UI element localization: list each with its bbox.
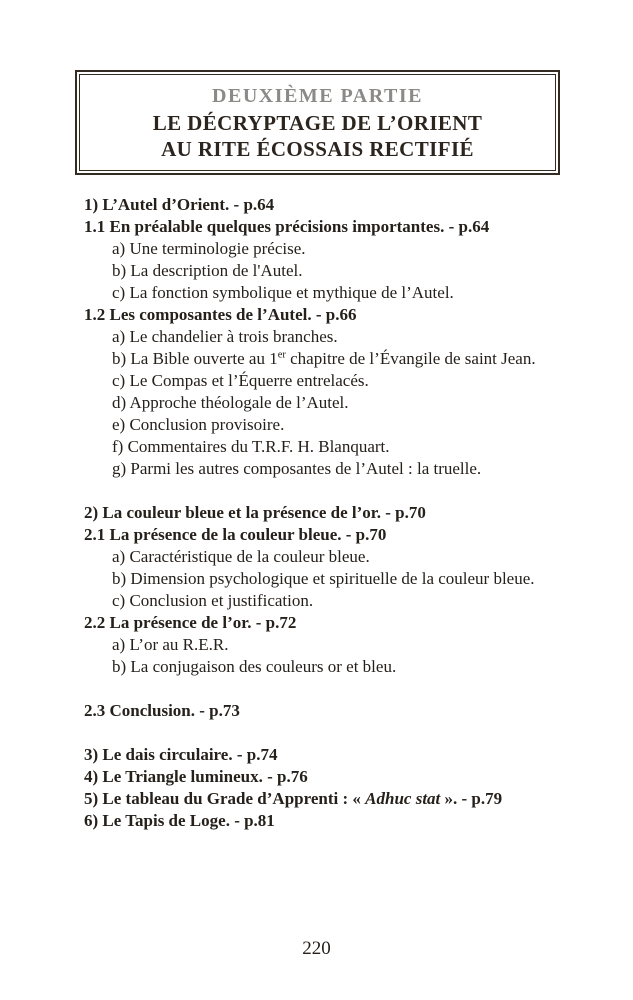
part-title-box bbox=[75, 70, 560, 175]
toc-gap bbox=[84, 678, 554, 700]
toc-entry: f) Commentaires du T.R.F. H. Blanquart. bbox=[112, 437, 390, 456]
part-label: DEUXIÈME PARTIE bbox=[212, 85, 423, 107]
toc-entry: 5) Le tableau du Grade d’Apprenti : « Adhuc stat ». - p.79 bbox=[84, 789, 503, 808]
part-title-line1: LE DÉCRYPTAGE DE L’ORIENT bbox=[152, 111, 483, 135]
toc-entry: a) Caractéristique de la couleur bleue. bbox=[112, 547, 370, 566]
toc-entry: 4) Le Triangle lumineux. - p.76 bbox=[84, 767, 308, 786]
toc-entry: c) Conclusion et justification. bbox=[112, 591, 314, 610]
toc-entry: 2.1 La présence de la couleur bleue. - p.70 bbox=[84, 525, 387, 544]
toc-entry: 1.1 En préalable quelques précisions importantes. - p.64 bbox=[84, 217, 490, 236]
toc-entry: a) L’or au R.E.R. bbox=[112, 635, 229, 654]
toc-entry: a) Une terminologie précise. bbox=[112, 239, 306, 258]
part-title-box-inner bbox=[79, 74, 556, 171]
toc-entry: b) La description de l'Autel. bbox=[112, 261, 303, 280]
toc-entry: b) La Bible ouverte au 1er chapitre de l’Évangile de saint Jean. bbox=[112, 349, 536, 368]
toc-entry: a) Le chandelier à trois branches. bbox=[112, 327, 338, 346]
toc-entry: 2.2 La présence de l’or. - p.72 bbox=[84, 613, 297, 632]
toc-entry: c) Le Compas et l’Équerre entrelacés. bbox=[112, 371, 369, 390]
toc-entry: b) Dimension psychologique et spirituelle de la couleur bleue. bbox=[112, 569, 535, 588]
toc-gap bbox=[84, 480, 554, 502]
toc-entry: d) Approche théologale de l’Autel. bbox=[112, 393, 349, 412]
toc bbox=[84, 194, 554, 832]
toc-entry: 1) L’Autel d’Orient. - p.64 bbox=[84, 195, 275, 214]
toc-entry: 1.2 Les composantes de l’Autel. - p.66 bbox=[84, 305, 357, 324]
toc-gap bbox=[84, 722, 554, 744]
toc-entry: g) Parmi les autres composantes de l’Autel : la truelle. bbox=[112, 459, 482, 478]
toc-entry: c) La fonction symbolique et mythique de l’Autel. bbox=[112, 283, 454, 302]
toc-entry: 6) Le Tapis de Loge. - p.81 bbox=[84, 811, 275, 830]
toc-entry: 2) La couleur bleue et la présence de l’or. - p.70 bbox=[84, 503, 426, 522]
toc-entry: 3) Le dais circulaire. - p.74 bbox=[84, 745, 278, 764]
toc-entry: b) La conjugaison des couleurs or et bleu. bbox=[112, 657, 397, 676]
toc-entry: e) Conclusion provisoire. bbox=[112, 415, 285, 434]
page-number: 220 bbox=[302, 938, 331, 959]
part-title-line2: AU RITE ÉCOSSAIS RECTIFIÉ bbox=[161, 137, 474, 161]
toc-entry: 2.3 Conclusion. - p.73 bbox=[84, 701, 240, 720]
